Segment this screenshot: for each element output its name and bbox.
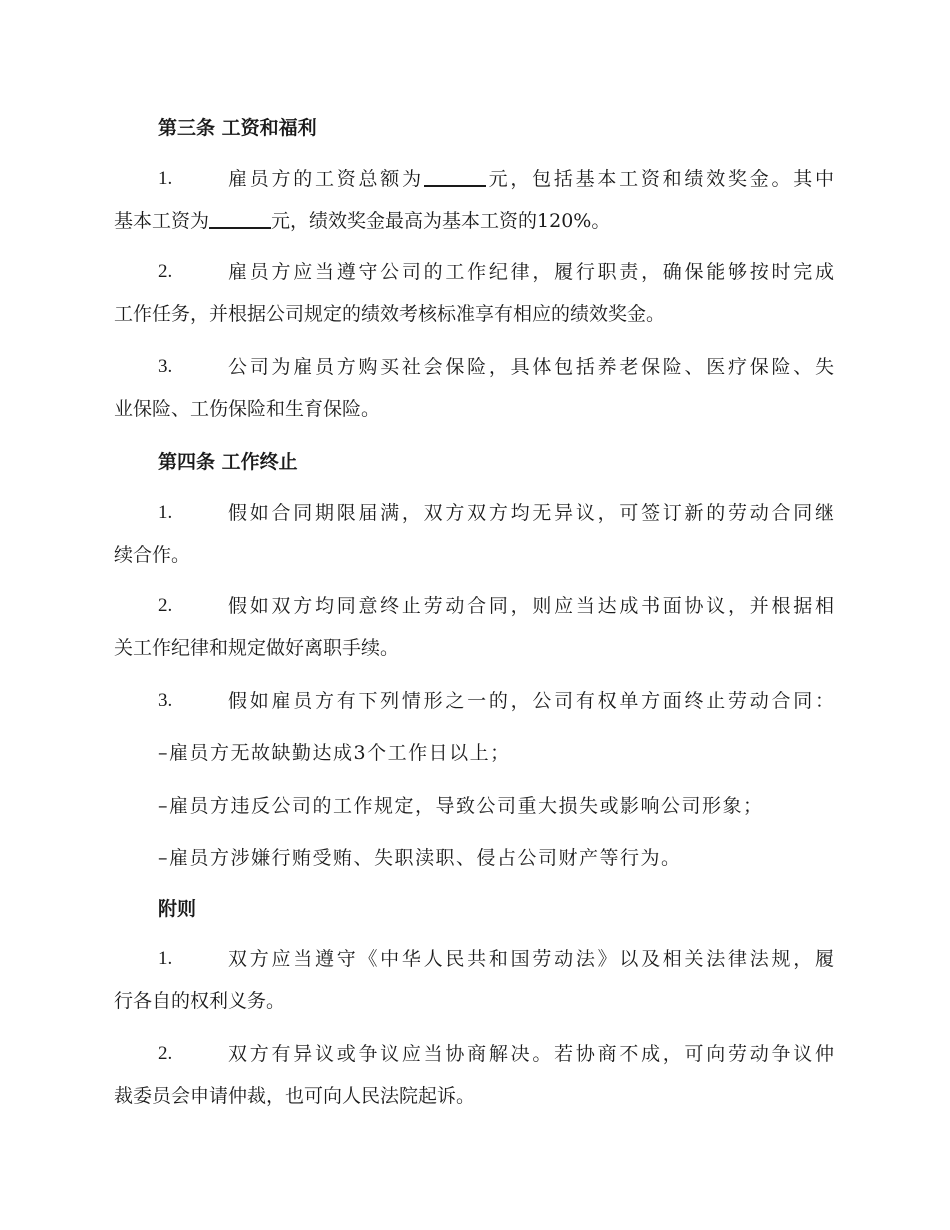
item-text: 雇员方应当遵守公司的工作纪律，履行职责，确保能够按时完成: [228, 261, 834, 283]
section-3-heading: 第三条 工资和福利: [158, 117, 317, 139]
section-4-heading: 第四条 工作终止: [158, 451, 298, 473]
s4-item-2: [114, 585, 834, 669]
s3-item-2: [114, 251, 834, 335]
item-text: 双方应当遵守《中华人民共和国劳动法》以及相关法律法规，履: [228, 948, 834, 970]
s3-item-3: [114, 346, 834, 430]
s4-item-3: [114, 680, 834, 722]
item-number: 2.: [158, 595, 173, 616]
item-number: 3.: [158, 356, 173, 377]
base-salary-blank: [209, 209, 271, 229]
item-text: 假如双方均同意终止劳动合同，则应当达成书面协议，并根据相: [228, 595, 834, 617]
item-number: 2.: [158, 1043, 173, 1064]
item-text: 雇员方的工资总额为 元，包括基本工资和绩效奖金。其中: [228, 168, 834, 190]
s4-bullet-1: –雇员方无故缺勤达成3个工作日以上；: [158, 742, 511, 764]
item-text: 裁委员会申请仲裁，也可向人民法院起诉。: [114, 1085, 476, 1107]
item-text: 行各自的权利义务。: [114, 990, 286, 1012]
total-salary-blank: [424, 167, 486, 187]
item-number: 2.: [158, 261, 173, 282]
item-number: 3.: [158, 690, 173, 711]
item-text: 假如合同期限届满，双方双方均无异议，可签订新的劳动合同继: [228, 502, 834, 524]
item-number: 1.: [158, 948, 173, 969]
s5-item-2: [114, 1033, 834, 1117]
item-number: 1.: [158, 168, 173, 189]
s5-item-1: [114, 938, 834, 1022]
item-text: 工作任务，并根据公司规定的绩效考核标准享有相应的绩效奖金。: [114, 303, 666, 325]
s3-item-1: [114, 158, 834, 242]
item-text: 双方有异议或争议应当协商解决。若协商不成，可向劳动争议仲: [228, 1043, 834, 1065]
item-text: 业保险、工伤保险和生育保险。: [114, 398, 381, 420]
item-text: 关工作纪律和规定做好离职手续。: [114, 637, 400, 659]
item-text: 基本工资为 元，绩效奖金最高为基本工资的120%。: [114, 210, 611, 232]
s4-bullet-3: –雇员方涉嫌行贿受贿、失职渎职、侵占公司财产等行为。: [158, 847, 682, 869]
item-text: 续合作。: [114, 544, 191, 566]
item-number: 1.: [158, 502, 173, 523]
appendix-heading: 附则: [158, 898, 197, 920]
item-text: 公司为雇员方购买社会保险，具体包括养老保险、医疗保险、失: [228, 356, 834, 378]
s4-bullet-2: –雇员方违反公司的工作规定，导致公司重大损失或影响公司形象；: [158, 795, 764, 817]
s4-item-1: [114, 492, 834, 576]
item-text: 假如雇员方有下列情形之一的，公司有权单方面终止劳动合同：: [228, 690, 834, 712]
